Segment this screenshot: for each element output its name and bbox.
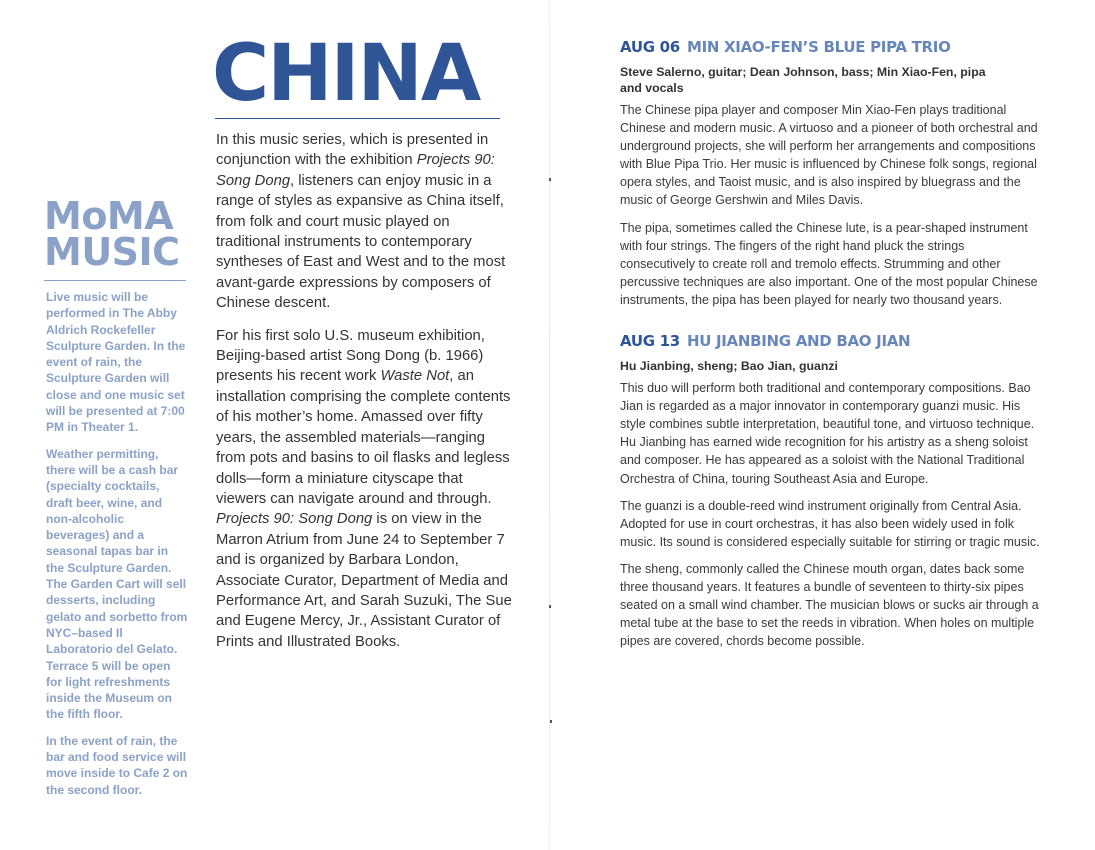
brand-line2: MUSIC	[44, 230, 180, 274]
print-speck	[550, 720, 552, 723]
event-aug-13	[620, 331, 1040, 650]
event-name: HU JIANBING AND BAO JIAN	[686, 332, 911, 351]
exhibition-text: , an installation comprising the complete contents of his mother’s home. Amassed over fifty years, the assembled materials—ranging from pots and basins to oil flasks and legless dolls—form a miniature cityscape that viewers can navigate around and through.	[216, 368, 511, 507]
exhibition-paragraph	[216, 326, 516, 653]
intro-column	[216, 130, 516, 664]
exhibition-title: Projects 90: Song Dong	[216, 511, 373, 528]
intro-text: In this music series, which is presented in conjunction with the exhibition	[216, 132, 489, 169]
event-name: MIN XIAO-FEN’S BLUE PIPA TRIO	[686, 38, 951, 56]
brand-divider	[44, 280, 186, 281]
event-description: This duo will perform both traditional and contemporary compositions. Bao Jian is regarded as a major innovator in contemporary guanzi music. His style combines subtle interpretation, beautiful tone, and virtuoso technique. Hu Jianbing has earned wide recognition for his artistry as a sheng soloist and composer. He has appeared as a soloist with the National Traditional Orchestra of China, touring Southeast Asia and Europe.	[620, 381, 1035, 486]
event-description: The guanzi is a double-reed wind instrument originally from Central Asia. Adopted for use in court orchestras, it has also been widely used in folk music. Its sound is considered especially suitable for stirring or tragic music.	[620, 498, 1040, 549]
exhibition-text: is on view in the Marron Atrium from June 24 to September 7 and is organized by Barbara London, Associate Curator, Department of Media and Performance Art, and Sarah Suzuki, The Sue and Eugene Mercy, Jr., Assistant Curator of Prints and Illustrated Books.	[216, 511, 512, 650]
print-speck	[549, 605, 551, 608]
event-aug-06	[620, 37, 1040, 309]
events-column	[620, 37, 1040, 659]
sidebar	[44, 194, 189, 808]
event-description: The pipa, sometimes called the Chinese lute, is a pear-shaped instrument with four strings. The fingers of the right hand pluck the strings consecutively to create roll and tremolo effects. Strumming and other percussive techniques are also important. One of the most popular Chinese instruments, the pipa has been played for nearly two thousand years.	[620, 220, 1038, 307]
event-date: AUG 06	[620, 38, 680, 56]
event-heading	[620, 331, 1040, 351]
intro-paragraph	[216, 130, 516, 314]
print-speck	[549, 178, 551, 181]
event-performers: Hu Jianbing, sheng; Bao Jian, guanzi	[620, 359, 838, 374]
exhibition-text: For his first solo U.S. museum exhibition, Beijing-based artist Song Dong (b. 1966) presents his recent work	[216, 327, 485, 385]
intro-text: , listeners can enjoy music in a range of styles as expansive as China itself, from folk and court music played on traditional instruments to contemporary syntheses of East and West and to the most avant-garde expressions by composers of Chinese descent.	[216, 172, 506, 312]
event-date: AUG 13	[620, 332, 680, 351]
page-title: CHINA	[212, 29, 480, 119]
event-performers: Steve Salerno, guitar; Dean Johnson, bass; Min Xiao-Fen, pipa and vocals	[620, 65, 986, 95]
event-description: The sheng, commonly called the Chinese mouth organ, dates back some three thousand years. It features a bundle of seventeen to thirty-six pipes seated on a small wind chamber. The musician blows or sucks air through a metal tube at the base to set the reeds in vibration. When holes on multiple pipes are covered, chords become possible.	[620, 561, 1039, 649]
title-divider	[215, 118, 500, 119]
sidebar-paragraph: In the event of rain, the bar and food service will move inside to Cafe 2 on the second floor.	[46, 733, 188, 797]
event-heading	[620, 37, 1040, 57]
brand-line1: MoMA	[44, 194, 174, 238]
sidebar-paragraph: Weather permitting, there will be a cash bar (specialty cocktails, draft beer, wine, and non-alcoholic beverages) and a seasonal tapas bar in the Sculpture Garden. The Garden Cart will sell desserts, including gelato and sorbetto from NYC–based Il Laboratorio del Gelato. Terrace 5 will be open for light refreshments inside the Museum on the fifth floor.	[46, 446, 188, 722]
artwork-title: Waste Not	[380, 368, 450, 385]
sidebar-paragraph: Live music will be performed in The Abby Aldrich Rockefeller Sculpture Garden. In the event of rain, the Sculpture Garden will close and one music set will be presented at 7:00 PM in Theater 1.	[46, 290, 186, 435]
event-description: The Chinese pipa player and composer Min Xiao-Fen plays traditional Chinese and modern music. A virtuoso and a pioneer of both orchestral and underground projects, she will perform her arrangements and compositions with Blue Pipa Trio. Her music is influenced by Chinese folk songs, regional opera styles, and Taoist music, and is also inspired by bluegrass and the music of George Gershwin and Miles Davis.	[620, 103, 1038, 208]
exhibition-title: Projects 90: Song Dong	[216, 152, 495, 189]
brand-logo	[44, 194, 189, 274]
